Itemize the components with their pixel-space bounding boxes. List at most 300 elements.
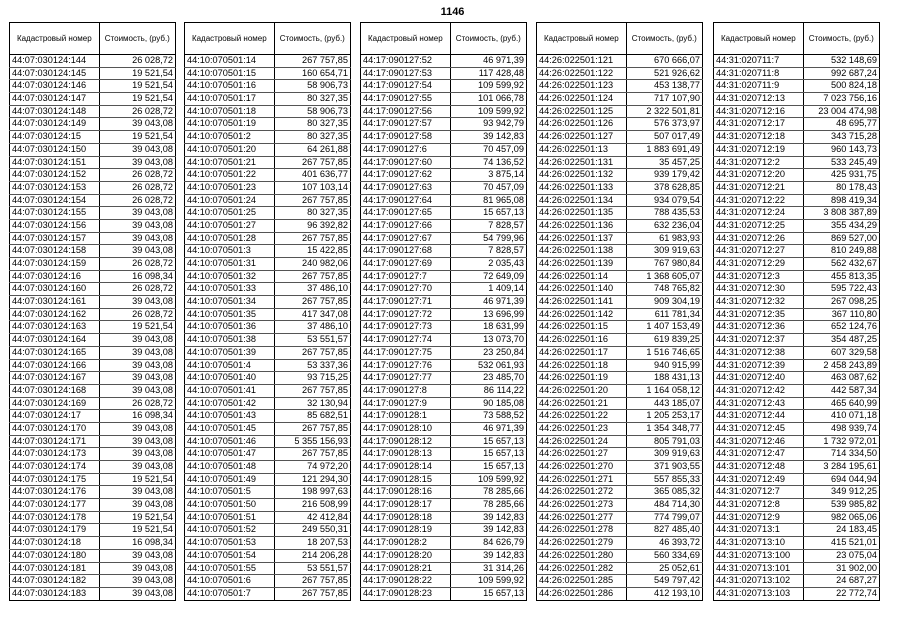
cadastral-number-cell: 44:31:020712:35 [714, 308, 804, 321]
cadastral-number-cell: 44:26:022501:136 [537, 219, 627, 232]
table-row [537, 283, 703, 296]
table-row [714, 537, 880, 550]
table-row [361, 169, 527, 182]
table-row [10, 270, 176, 283]
cost-cell: 73 588,52 [450, 410, 526, 423]
cost-cell: 19 521,54 [99, 321, 175, 334]
table-row [714, 562, 880, 575]
cost-cell: 48 695,77 [803, 118, 879, 131]
cost-cell: 39 043,08 [99, 232, 175, 245]
table-row [361, 219, 527, 232]
cadastral-number-cell: 44:10:070501:33 [185, 283, 275, 296]
cadastral-number-cell: 44:17:090127:54 [361, 80, 451, 93]
cost-cell: 74 972,20 [274, 461, 350, 474]
table-row [537, 587, 703, 600]
cadastral-number-cell: 44:31:020712:16 [714, 105, 804, 118]
cost-cell: 788 435,53 [626, 207, 702, 220]
cost-cell: 39 043,08 [99, 219, 175, 232]
cost-cell: 25 052,61 [626, 562, 702, 575]
cadastral-number-cell: 44:26:022501:134 [537, 194, 627, 207]
cost-cell: 560 334,69 [626, 549, 702, 562]
cost-cell: 13 073,70 [450, 334, 526, 347]
table-row [361, 308, 527, 321]
cadastral-number-cell: 44:10:070501:52 [185, 524, 275, 537]
cost-cell: 39 043,08 [99, 372, 175, 385]
cadastral-number-cell: 44:31:020712:48 [714, 461, 804, 474]
cost-cell: 898 419,34 [803, 194, 879, 207]
table-row [361, 524, 527, 537]
cost-cell: 401 636,77 [274, 169, 350, 182]
cost-cell: 455 813,35 [803, 270, 879, 283]
cost-cell: 46 971,39 [450, 55, 526, 68]
cadastral-number-cell: 44:26:022501:16 [537, 334, 627, 347]
cost-cell: 39 142,83 [450, 131, 526, 144]
table-row [537, 422, 703, 435]
cadastral-number-cell: 44:17:090128:17 [361, 499, 451, 512]
table-row [537, 448, 703, 461]
cadastral-number-cell: 44:17:090128:10 [361, 422, 451, 435]
cost-cell: 354 487,25 [803, 334, 879, 347]
table-row [714, 169, 880, 182]
cadastral-number-cell: 44:10:070501:49 [185, 473, 275, 486]
table-row [714, 308, 880, 321]
cost-cell: 58 906,73 [274, 80, 350, 93]
cadastral-number-cell: 44:10:070501:41 [185, 384, 275, 397]
cost-cell: 521 926,62 [626, 67, 702, 80]
cadastral-number-cell: 44:31:020712:39 [714, 359, 804, 372]
table-row [537, 131, 703, 144]
table-row [361, 156, 527, 169]
table-row [537, 334, 703, 347]
table-row [714, 219, 880, 232]
cost-cell: 1 516 746,65 [626, 346, 702, 359]
cost-cell: 109 599,92 [450, 105, 526, 118]
cost-cell: 7 828,57 [450, 245, 526, 258]
cadastral-number-cell: 44:31:020712:29 [714, 258, 804, 271]
cadastral-number-cell: 44:07:030124:154 [10, 194, 100, 207]
cadastral-number-cell: 44:17:090128:15 [361, 473, 451, 486]
cost-cell: 101 066,78 [450, 93, 526, 106]
cost-cell: 1 354 348,77 [626, 422, 702, 435]
cost-cell: 19 521,54 [99, 131, 175, 144]
cadastral-number-cell: 44:07:030124:149 [10, 118, 100, 131]
cost-cell: 453 138,77 [626, 80, 702, 93]
table-row [185, 384, 351, 397]
table-row [537, 270, 703, 283]
cadastral-number-cell: 44:07:030124:164 [10, 334, 100, 347]
table-row [10, 346, 176, 359]
cadastral-number-cell: 44:26:022501:123 [537, 80, 627, 93]
cadastral-number-cell: 44:10:070501:50 [185, 499, 275, 512]
cadastral-number-cell: 44:17:090127:73 [361, 321, 451, 334]
cost-cell: 827 485,40 [626, 524, 702, 537]
cost-cell: 15 657,13 [450, 207, 526, 220]
cadastral-number-cell: 44:10:070501:39 [185, 346, 275, 359]
table-row [714, 461, 880, 474]
cost-cell: 39 043,08 [99, 435, 175, 448]
cadastral-number-cell: 44:31:020712:7 [714, 486, 804, 499]
table-row [714, 435, 880, 448]
table-row [185, 372, 351, 385]
cadastral-number-cell: 44:17:090128:16 [361, 486, 451, 499]
table-row [537, 118, 703, 131]
cost-cell: 46 971,39 [450, 296, 526, 309]
cost-cell: 90 185,08 [450, 397, 526, 410]
cost-cell: 267 757,85 [274, 296, 350, 309]
cadastral-number-cell: 44:17:090127:63 [361, 181, 451, 194]
table-row [185, 334, 351, 347]
cadastral-number-cell: 44:26:022501:285 [537, 575, 627, 588]
table-row [714, 575, 880, 588]
table-header-row [185, 23, 351, 55]
cadastral-number-cell: 44:17:090127:72 [361, 308, 451, 321]
cadastral-number-cell: 44:26:022501:20 [537, 384, 627, 397]
cost-cell: 5 355 156,93 [274, 435, 350, 448]
cost-cell: 24 183,45 [803, 524, 879, 537]
cost-cell: 365 085,32 [626, 486, 702, 499]
cadastral-number-cell: 44:26:022501:126 [537, 118, 627, 131]
cadastral-number-cell: 44:10:070501:23 [185, 181, 275, 194]
table-row [537, 461, 703, 474]
cadastral-number-cell: 44:26:022501:132 [537, 169, 627, 182]
table-row [537, 219, 703, 232]
cadastral-number-cell: 44:07:030124:18 [10, 537, 100, 550]
table-row [714, 80, 880, 93]
table-row [714, 270, 880, 283]
cadastral-number-cell: 44:07:030124:175 [10, 473, 100, 486]
table-row [10, 422, 176, 435]
table-row [10, 245, 176, 258]
cadastral-number-cell: 44:31:020712:40 [714, 372, 804, 385]
header-cost: Стоимость, (руб.) [626, 23, 702, 55]
table-row [361, 587, 527, 600]
cadastral-number-cell: 44:10:070501:43 [185, 410, 275, 423]
cost-cell: 507 017,49 [626, 131, 702, 144]
table-row [361, 283, 527, 296]
cadastral-number-cell: 44:17:090127:77 [361, 372, 451, 385]
cadastral-number-cell: 44:07:030124:183 [10, 587, 100, 600]
cadastral-number-cell: 44:31:020712:20 [714, 169, 804, 182]
cadastral-number-cell: 44:17:090128:2 [361, 537, 451, 550]
table-row [537, 93, 703, 106]
cost-cell: 576 373,97 [626, 118, 702, 131]
table-row [537, 511, 703, 524]
cost-cell: 37 486,10 [274, 283, 350, 296]
cost-cell: 267 757,85 [274, 156, 350, 169]
cost-cell: 109 599,92 [450, 473, 526, 486]
cadastral-number-cell: 44:26:022501:14 [537, 270, 627, 283]
table-row [361, 448, 527, 461]
table-row [714, 384, 880, 397]
header-cadastral-number: Кадастровый номер [185, 23, 275, 55]
cost-cell: 80 178,43 [803, 181, 879, 194]
cost-cell: 39 043,08 [99, 296, 175, 309]
cadastral-number-cell: 44:07:030124:151 [10, 156, 100, 169]
table-row [714, 207, 880, 220]
cost-cell: 23 250,84 [450, 346, 526, 359]
table-row [185, 410, 351, 423]
cadastral-number-cell: 44:26:022501:271 [537, 473, 627, 486]
table-row [537, 321, 703, 334]
table-row [361, 486, 527, 499]
table-row [10, 524, 176, 537]
cadastral-number-cell: 44:26:022501:125 [537, 105, 627, 118]
cost-cell: 500 824,18 [803, 80, 879, 93]
table-row [537, 486, 703, 499]
cadastral-table-1 [9, 22, 176, 601]
cost-cell: 15 422,85 [274, 245, 350, 258]
cadastral-number-cell: 44:31:020712:30 [714, 283, 804, 296]
table-row [185, 105, 351, 118]
cost-cell: 1 732 972,01 [803, 435, 879, 448]
cadastral-number-cell: 44:07:030124:148 [10, 105, 100, 118]
cadastral-number-cell: 44:07:030124:174 [10, 461, 100, 474]
table-row [714, 346, 880, 359]
cadastral-table-3 [360, 22, 527, 601]
table-row [714, 93, 880, 106]
cadastral-number-cell: 44:10:070501:16 [185, 80, 275, 93]
cadastral-number-cell: 44:10:070501:54 [185, 549, 275, 562]
cadastral-number-cell: 44:10:070501:25 [185, 207, 275, 220]
table-row [185, 448, 351, 461]
table-row [185, 296, 351, 309]
table-row [714, 499, 880, 512]
table-row [10, 537, 176, 550]
table-row [185, 67, 351, 80]
cadastral-number-cell: 44:17:090127:53 [361, 67, 451, 80]
cadastral-number-cell: 44:17:090127:65 [361, 207, 451, 220]
table-row [361, 384, 527, 397]
table-row [10, 511, 176, 524]
table-row [361, 55, 527, 68]
cadastral-number-cell: 44:26:022501:278 [537, 524, 627, 537]
cost-cell: 670 666,07 [626, 55, 702, 68]
cost-cell: 15 657,13 [450, 448, 526, 461]
table-row [10, 410, 176, 423]
cost-cell: 934 079,54 [626, 194, 702, 207]
table-row [714, 321, 880, 334]
table-row [537, 384, 703, 397]
cost-cell: 939 179,42 [626, 169, 702, 182]
table-row [714, 372, 880, 385]
table-row [10, 473, 176, 486]
table-row [537, 473, 703, 486]
table-row [10, 587, 176, 600]
cadastral-number-cell: 44:17:090128:20 [361, 549, 451, 562]
table-row [714, 448, 880, 461]
table-row [361, 181, 527, 194]
cost-cell: 3 808 387,89 [803, 207, 879, 220]
table-row [361, 575, 527, 588]
cadastral-number-cell: 44:07:030124:170 [10, 422, 100, 435]
cost-cell: 26 028,72 [99, 258, 175, 271]
table-row [185, 156, 351, 169]
cadastral-number-cell: 44:07:030124:155 [10, 207, 100, 220]
table-row [361, 118, 527, 131]
table-row [361, 435, 527, 448]
cost-cell: 19 521,54 [99, 93, 175, 106]
table-row [537, 232, 703, 245]
table-row [10, 80, 176, 93]
table-row [714, 181, 880, 194]
cadastral-number-cell: 44:10:070501:14 [185, 55, 275, 68]
cadastral-number-cell: 44:07:030124:156 [10, 219, 100, 232]
cadastral-number-cell: 44:31:020712:19 [714, 143, 804, 156]
table-row [185, 422, 351, 435]
cadastral-number-cell: 44:26:022501:280 [537, 549, 627, 562]
table-row [714, 549, 880, 562]
table-row [10, 258, 176, 271]
table-row [185, 562, 351, 575]
cadastral-number-cell: 44:26:022501:270 [537, 461, 627, 474]
table-row [185, 499, 351, 512]
cost-cell: 1 205 253,17 [626, 410, 702, 423]
cadastral-number-cell: 44:31:020712:22 [714, 194, 804, 207]
table-row [185, 131, 351, 144]
cadastral-number-cell: 44:07:030124:168 [10, 384, 100, 397]
cadastral-number-cell: 44:17:090128:21 [361, 562, 451, 575]
cadastral-number-cell: 44:26:022501:282 [537, 562, 627, 575]
cadastral-number-cell: 44:26:022501:140 [537, 283, 627, 296]
cost-cell: 39 043,08 [99, 334, 175, 347]
cost-cell: 26 028,72 [99, 308, 175, 321]
cadastral-number-cell: 44:10:070501:42 [185, 397, 275, 410]
cadastral-number-cell: 44:17:090127:76 [361, 359, 451, 372]
cost-cell: 714 334,50 [803, 448, 879, 461]
table-row [361, 321, 527, 334]
cadastral-number-cell: 44:26:022501:27 [537, 448, 627, 461]
table-row [537, 296, 703, 309]
cadastral-number-cell: 44:26:022501:24 [537, 435, 627, 448]
cost-cell: 2 458 243,89 [803, 359, 879, 372]
cadastral-number-cell: 44:17:090127:64 [361, 194, 451, 207]
cadastral-number-cell: 44:31:020712:27 [714, 245, 804, 258]
table-row [10, 499, 176, 512]
cost-cell: 39 043,08 [99, 461, 175, 474]
table-row [537, 359, 703, 372]
cadastral-number-cell: 44:10:070501:28 [185, 232, 275, 245]
cadastral-number-cell: 44:31:020713:1 [714, 524, 804, 537]
cadastral-number-cell: 44:17:090127:8 [361, 384, 451, 397]
cost-cell: 39 142,83 [450, 549, 526, 562]
cadastral-number-cell: 44:17:090127:52 [361, 55, 451, 68]
table-row [185, 537, 351, 550]
cadastral-number-cell: 44:10:070501:51 [185, 511, 275, 524]
table-row [537, 499, 703, 512]
cost-cell: 465 640,99 [803, 397, 879, 410]
table-row [185, 143, 351, 156]
table-row [537, 55, 703, 68]
table-row [10, 461, 176, 474]
cadastral-number-cell: 44:10:070501:7 [185, 587, 275, 600]
cadastral-number-cell: 44:07:030124:173 [10, 448, 100, 461]
cadastral-number-cell: 44:17:090128:13 [361, 448, 451, 461]
cadastral-number-cell: 44:07:030124:16 [10, 270, 100, 283]
table-row [361, 359, 527, 372]
table-row [537, 575, 703, 588]
cadastral-number-cell: 44:10:070501:6 [185, 575, 275, 588]
cost-cell: 214 206,28 [274, 549, 350, 562]
cadastral-number-cell: 44:31:020711:9 [714, 80, 804, 93]
table-row [10, 283, 176, 296]
cadastral-number-cell: 44:10:070501:2 [185, 131, 275, 144]
table-row [714, 410, 880, 423]
cost-cell: 26 028,72 [99, 194, 175, 207]
cost-cell: 652 124,76 [803, 321, 879, 334]
cost-cell: 53 337,36 [274, 359, 350, 372]
header-cost: Стоимость, (руб.) [99, 23, 175, 55]
cadastral-number-cell: 44:07:030124:178 [10, 511, 100, 524]
cadastral-number-cell: 44:26:022501:18 [537, 359, 627, 372]
cadastral-number-cell: 44:26:022501:135 [537, 207, 627, 220]
cost-cell: 810 249,88 [803, 245, 879, 258]
table-row [714, 258, 880, 271]
cadastral-number-cell: 44:31:020712:3 [714, 270, 804, 283]
cadastral-number-cell: 44:10:070501:24 [185, 194, 275, 207]
cadastral-number-cell: 44:26:022501:277 [537, 511, 627, 524]
cadastral-number-cell: 44:10:070501:15 [185, 67, 275, 80]
cost-cell: 19 521,54 [99, 473, 175, 486]
cost-cell: 84 626,79 [450, 537, 526, 550]
table-row [537, 562, 703, 575]
table-row [361, 461, 527, 474]
table-row [537, 67, 703, 80]
table-row [10, 384, 176, 397]
table-row [10, 575, 176, 588]
cadastral-number-cell: 44:17:090128:23 [361, 587, 451, 600]
cost-cell: 15 657,13 [450, 461, 526, 474]
table-row [361, 93, 527, 106]
cost-cell: 774 799,07 [626, 511, 702, 524]
table-row [10, 232, 176, 245]
cadastral-number-cell: 44:26:022501:138 [537, 245, 627, 258]
table-row [714, 587, 880, 600]
cadastral-number-cell: 44:31:020713:102 [714, 575, 804, 588]
cadastral-number-cell: 44:17:090127:67 [361, 232, 451, 245]
cadastral-number-cell: 44:10:070501:27 [185, 219, 275, 232]
cadastral-number-cell: 44:26:022501:141 [537, 296, 627, 309]
table-row [361, 296, 527, 309]
cadastral-number-cell: 44:07:030124:177 [10, 499, 100, 512]
table-row [10, 93, 176, 106]
cost-cell: 26 028,72 [99, 397, 175, 410]
cadastral-number-cell: 44:17:090127:75 [361, 346, 451, 359]
header-cadastral-number: Кадастровый номер [537, 23, 627, 55]
table-row [10, 207, 176, 220]
cost-cell: 117 428,48 [450, 67, 526, 80]
page-number: 1146 [440, 6, 465, 18]
table-row [10, 131, 176, 144]
table-row [361, 258, 527, 271]
cost-cell: 26 028,72 [99, 105, 175, 118]
cost-cell: 632 236,04 [626, 219, 702, 232]
cadastral-number-cell: 44:17:090127:70 [361, 283, 451, 296]
cost-cell: 13 696,99 [450, 308, 526, 321]
cadastral-number-cell: 44:07:030124:15 [10, 131, 100, 144]
cadastral-number-cell: 44:07:030124:166 [10, 359, 100, 372]
header-cadastral-number: Кадастровый номер [361, 23, 451, 55]
cost-cell: 39 043,08 [99, 143, 175, 156]
table-row [714, 422, 880, 435]
cadastral-number-cell: 44:26:022501:22 [537, 410, 627, 423]
table-row [10, 308, 176, 321]
cadastral-number-cell: 44:10:070501:22 [185, 169, 275, 182]
cadastral-number-cell: 44:31:020713:10 [714, 537, 804, 550]
cost-cell: 309 919,63 [626, 245, 702, 258]
table-row [361, 372, 527, 385]
cadastral-number-cell: 44:10:070501:45 [185, 422, 275, 435]
cost-cell: 80 327,35 [274, 131, 350, 144]
